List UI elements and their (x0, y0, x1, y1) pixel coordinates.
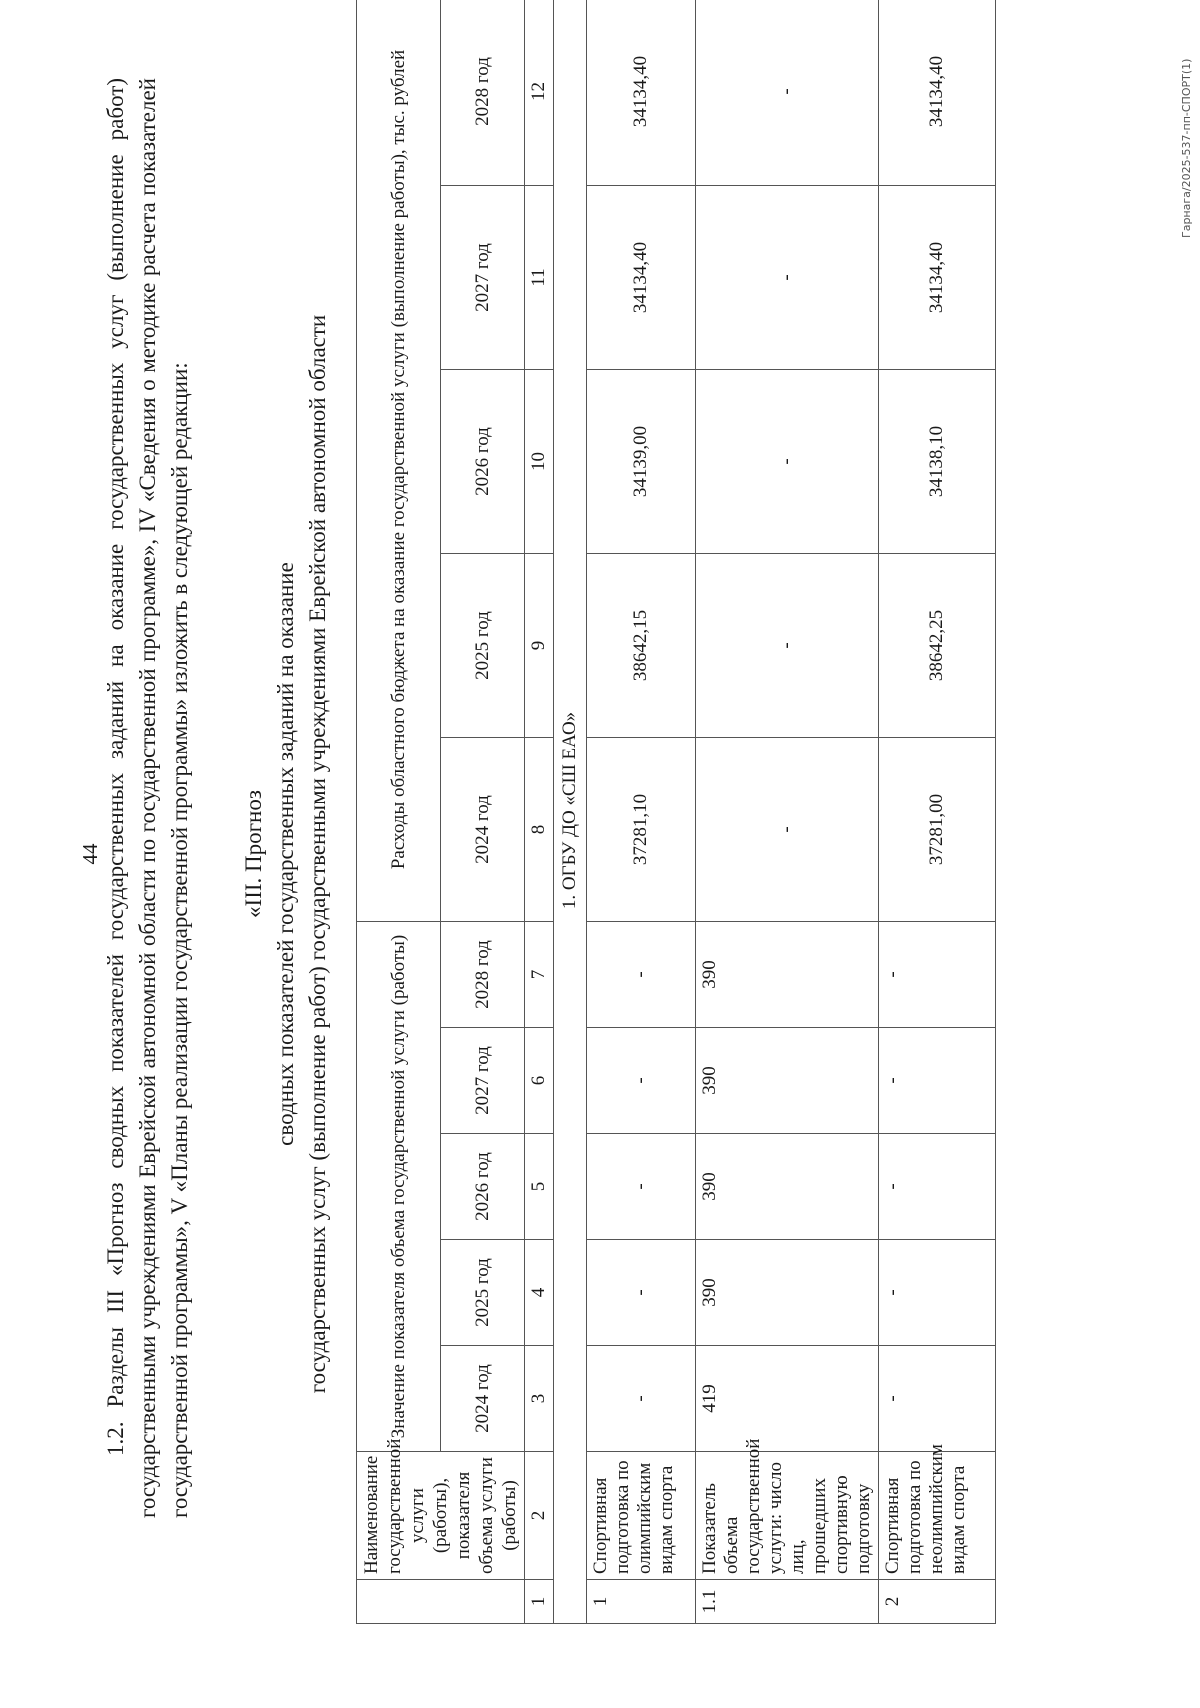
expense-value: - (696, 553, 879, 737)
header-year-expense: 2025 год (441, 553, 525, 737)
expense-value: 34138,10 (879, 369, 996, 553)
header-year-volume: 2027 год (441, 1028, 525, 1134)
header-volume-group: Значение показателя объема государственной услуги (работы) (357, 921, 441, 1451)
row-number: 2 (879, 1580, 996, 1624)
forecast-table (356, 0, 996, 1624)
expense-value: - (696, 369, 879, 553)
row-name: Спортивная подготовка по олимпийским видам спорта (587, 1452, 696, 1580)
volume-value: 390 (696, 1240, 879, 1346)
row-number: 1 (587, 1580, 696, 1624)
column-number: 5 (525, 1134, 554, 1240)
volume-value: - (587, 1134, 696, 1240)
expense-value: 34139,00 (587, 369, 696, 553)
column-number: 8 (525, 737, 554, 921)
expense-value: 37281,10 (587, 737, 696, 921)
header-year-expense: 2028 год (441, 0, 525, 185)
column-number: 12 (525, 0, 554, 185)
expense-value: - (696, 185, 879, 369)
volume-value: 419 (696, 1346, 879, 1452)
heading-line-2: сводных показателей государственных заданий на оказание (273, 562, 298, 1146)
column-number: 2 (525, 1452, 554, 1580)
table-row (587, 0, 696, 1624)
row-name: Показатель объема государственной услуги: число лиц, прошедших спортивную подготовку (696, 1452, 879, 1580)
expense-value: 34134,40 (587, 0, 696, 185)
column-number: 9 (525, 553, 554, 737)
volume-value: - (587, 1346, 696, 1452)
section-title: 1. ОГБУ ДО «СШ ЕАО» (554, 0, 587, 1624)
row-number: 1.1 (696, 1580, 879, 1624)
volume-value: 390 (696, 1134, 879, 1240)
volume-value: - (587, 1240, 696, 1346)
column-number: 6 (525, 1028, 554, 1134)
expense-value: 37281,00 (879, 737, 996, 921)
header-num-cell (357, 1580, 525, 1624)
amendment-paragraph: 1.2. Разделы III «Прогноз сводных показателей государственных заданий на оказание государственных услуг (выполнение работ) государственными учреждениями Еврейской автономной области по государственной программе», IV «Сведения о методике расчета показателей государственной программы», V «Планы реализации государственной программы» изложить в следующей редакции: (103, 78, 192, 1518)
header-year-volume: 2024 год (441, 1346, 525, 1452)
heading-line-1: «III. Прогноз (241, 790, 266, 918)
expense-value: 34134,40 (879, 0, 996, 185)
section-row (554, 0, 587, 1624)
volume-value: - (879, 1240, 996, 1346)
column-number: 4 (525, 1240, 554, 1346)
expense-value: 34134,40 (879, 185, 996, 369)
column-number: 11 (525, 185, 554, 369)
header-name-cell: Наименование государственной услуги (работы), показателя объема услуги (работы) (357, 1452, 525, 1580)
volume-value: - (879, 1134, 996, 1240)
table-row (696, 0, 879, 1624)
column-number: 10 (525, 369, 554, 553)
row-name: Спортивная подготовка по неолимпийским видам спорта (879, 1452, 996, 1580)
volume-value: 390 (696, 1028, 879, 1134)
document-stamp: Гарнага/2025-537-пп-СПОРТ(1) (1180, 58, 1193, 238)
table-header-row-1 (357, 0, 441, 1624)
heading-line-3: государственных услуг (выполнение работ) государственными учреждениями Еврейской автономной области (305, 314, 330, 1394)
column-number: 3 (525, 1346, 554, 1452)
expense-value: - (696, 737, 879, 921)
header-year-expense: 2027 год (441, 185, 525, 369)
volume-value: - (879, 1346, 996, 1452)
page-number: 44 (78, 843, 102, 865)
header-expense-group: Расходы областного бюджета на оказание государственной услуги (выполнение работы), тыс. рублей (357, 0, 441, 921)
expense-value: 38642,25 (879, 553, 996, 737)
expense-value: 34134,40 (587, 185, 696, 369)
header-year-expense: 2024 год (441, 737, 525, 921)
expense-value: 38642,15 (587, 553, 696, 737)
volume-value: - (879, 921, 996, 1027)
volume-value: 390 (696, 921, 879, 1027)
header-year-volume: 2026 год (441, 1134, 525, 1240)
table-header-row-2 (441, 0, 525, 1624)
table-row (879, 0, 996, 1624)
volume-value: - (587, 921, 696, 1027)
header-year-volume: 2025 год (441, 1240, 525, 1346)
header-year-expense: 2026 год (441, 369, 525, 553)
volume-value: - (587, 1028, 696, 1134)
expense-value: - (696, 0, 879, 185)
column-number: 7 (525, 921, 554, 1027)
header-year-volume: 2028 год (441, 921, 525, 1027)
column-number: 1 (525, 1580, 554, 1624)
volume-value: - (879, 1028, 996, 1134)
column-numbers-row (525, 0, 554, 1624)
